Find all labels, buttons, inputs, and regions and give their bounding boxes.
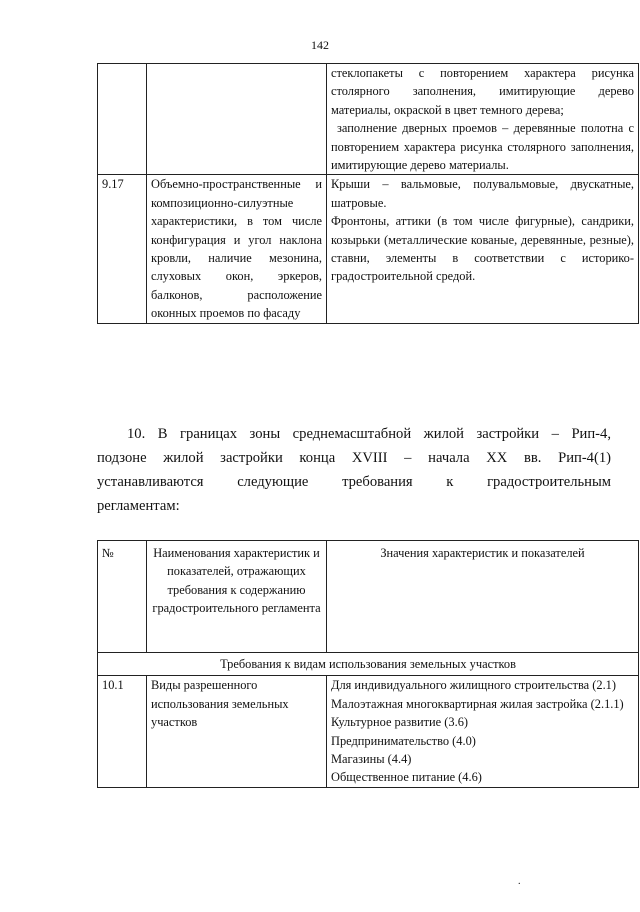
header-name-cell: Наименования характеристик и показателей, отражающих требования к содержанию градостроительного регламента — [147, 541, 327, 653]
section-row — [98, 653, 639, 676]
characteristic-name-cell: Виды разрешенного использования земельных участков — [147, 676, 327, 787]
value-item: Магазины (4.4) — [331, 752, 412, 767]
footer-mark: . — [518, 876, 521, 887]
value-paragraph: Фронтоны, аттики (в том числе фигурные), сандрики, козырьки (металлические кованые, деревянные, резные), ставни, элементы в соответствии с историко-градостроительной средой. — [331, 214, 634, 284]
characteristic-value-cell — [327, 175, 639, 323]
characteristic-name-cell: Объемно-пространственные и композиционно-силуэтные характеристики, в том числе конфигурация и угол наклона кровли, наличие мезонина, слуховых окон, эркеров, балконов, расположение оконных проемов по фасаду — [147, 175, 327, 323]
paragraph-line: устанавливаются следующие требования к градостроительным — [97, 474, 611, 490]
table-header-row — [98, 541, 639, 653]
value-item: Малоэтажная многоквартирная жилая застройка (2.1.1) — [331, 696, 624, 711]
header-values-cell: Значения характеристик и показателей — [327, 541, 639, 653]
section-paragraph — [97, 422, 611, 518]
paragraph-line: 10. В границах зоны среднемасштабной жилой застройки – Рип-4, — [127, 426, 611, 442]
value-item: Для индивидуального жилищного строительства (2.1) — [331, 678, 616, 693]
row-number-cell: 10.1 — [98, 676, 147, 787]
table-row — [98, 64, 639, 175]
characteristic-value-cell — [327, 64, 639, 175]
table-row — [98, 175, 639, 323]
characteristic-name-cell — [147, 64, 327, 175]
value-item: Общественное питание (4.6) — [331, 770, 482, 785]
row-number-cell: 9.17 — [98, 175, 147, 323]
regulation-table-continued — [97, 63, 639, 324]
row-number-cell — [98, 64, 147, 175]
paragraph-line: подзоне жилой застройки конца XVIII – начала XX вв. Рип-4(1) — [97, 450, 611, 466]
value-paragraph: Крыши – вальмовые, полувальмовые, двускатные, шатровые. — [331, 177, 634, 210]
paragraph-line: регламентам: — [97, 498, 180, 514]
regulation-table — [97, 540, 639, 788]
characteristic-value-cell — [327, 676, 639, 787]
value-item: Культурное развитие (3.6) — [331, 715, 469, 730]
page-number: 142 — [311, 38, 329, 52]
header-number-cell: № — [98, 541, 147, 653]
table-row — [98, 676, 639, 787]
section-title: Требования к видам использования земельных участков — [98, 653, 639, 676]
value-item: Предпринимательство (4.0) — [331, 733, 476, 748]
value-paragraph: заполнение дверных проемов – деревянные полотна с повторением характера рисунка столярного заполнения, имитирующие дерево материалы. — [331, 121, 634, 173]
value-paragraph: стеклопакеты с повторением характера рисунка столярного заполнения, имитирующие дерево материалы, окраской в цвет темного дерева; — [331, 66, 634, 117]
